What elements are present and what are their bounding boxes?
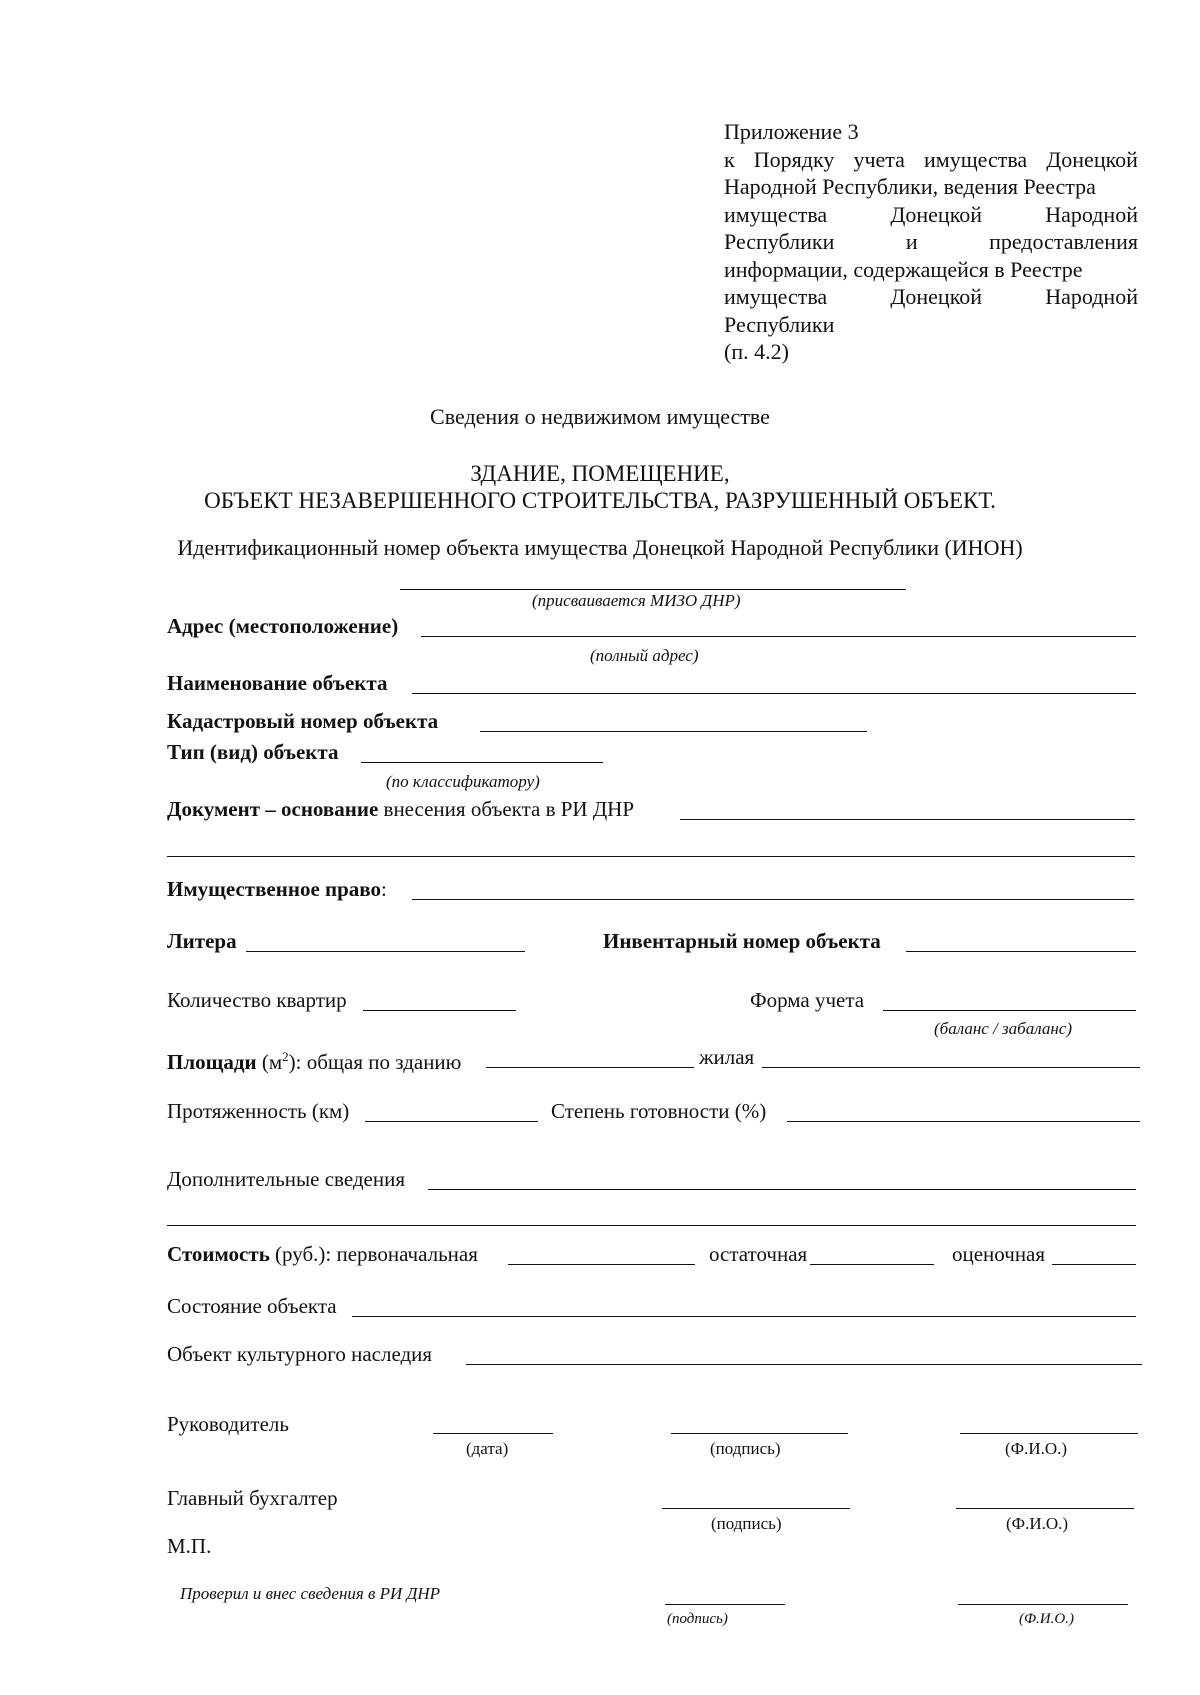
annex-word: имущества [924,146,1028,172]
stamp-label: М.П. [167,1534,212,1558]
annex-block [724,118,1138,366]
annex-word: имущества [724,201,828,227]
name-label: Наименование объекта [167,671,388,695]
property-right-colon: : [381,877,387,901]
checked-label: Проверил и внес сведения в РИ ДНР [180,1584,441,1603]
checked-fio-hint: (Ф.И.О.) [1019,1611,1074,1627]
type-field[interactable] [361,762,603,763]
appraised-cost-label: оценочная [952,1242,1046,1266]
annex-word: предоставления [989,229,1138,254]
heritage-field[interactable] [466,1364,1142,1365]
annex-word: имущества [724,284,828,309]
annex-word: Республики [724,229,835,254]
cadastral-field[interactable] [480,731,867,732]
annex-line: Республики [724,311,835,337]
inventory-label: Инвентарный номер объекта [603,929,881,953]
apartments-label: Количество квартир [167,988,347,1012]
head-date-field[interactable] [433,1433,553,1434]
doc-basis-label-rest: внесения объекта в РИ ДНР [383,797,635,821]
area-unit: (м [261,1050,283,1074]
apartments-field[interactable] [363,1010,516,1011]
property-right-field[interactable] [412,899,1134,900]
checked-signature-hint: (подпись) [667,1611,728,1627]
type-hint: (по классификатору) [386,772,540,791]
annex-word: и [905,229,918,254]
cost-label-rest: (руб.): первоначальная [275,1242,478,1266]
fio-hint: (Ф.И.О.) [1005,1439,1068,1458]
annex-word: Донецкой [890,284,983,309]
accounting-label: Форма учета [750,988,865,1012]
annex-word: учета [853,146,905,172]
living-area-field[interactable] [762,1067,1140,1068]
subtitle: Сведения о недвижимом имуществе [430,404,770,429]
annex-line: Приложение 3 [724,119,859,144]
head-label: Руководитель [167,1412,289,1436]
litera-label: Литера [167,929,237,953]
inon-hint: (присваивается МИЗО ДНР) [532,591,741,610]
length-label: Протяженность (км) [167,1099,350,1123]
total-area-field[interactable] [486,1067,694,1068]
annex-line [724,283,1138,311]
head-fio-field[interactable] [960,1433,1138,1434]
inon-label: Идентификационный номер объекта имущества Донецкой Народной Республики (ИНОН) [177,535,1023,560]
additional-label: Дополнительные сведения [167,1167,406,1191]
signature-hint: (подпись) [711,1514,782,1533]
cost-label-bold: Стоимость [167,1242,270,1266]
litera-field[interactable] [246,951,525,952]
annex-word: к [724,146,735,172]
head-signature-field[interactable] [671,1433,848,1434]
annex-line [724,146,1138,174]
accounting-field[interactable] [883,1010,1136,1011]
annex-line [724,228,1138,256]
checked-signature-field[interactable] [665,1604,785,1605]
cadastral-label: Кадастровый номер объекта [167,709,439,733]
date-hint: (дата) [466,1439,509,1458]
annex-word: Донецкой [1046,146,1138,172]
address-hint: (полный адрес) [590,646,699,665]
property-right-label-bold: Имущественное право [167,877,381,901]
length-field[interactable] [365,1121,538,1122]
additional-field[interactable] [428,1189,1136,1190]
readiness-field[interactable] [787,1121,1140,1122]
checked-fio-field[interactable] [958,1604,1128,1605]
accountant-fio-field[interactable] [956,1508,1134,1509]
annex-line: Народной Республики, ведения Реестра [724,174,1096,199]
annex-word: Порядку [753,146,835,172]
inon-field[interactable] [400,589,906,590]
condition-field[interactable] [352,1316,1136,1317]
fio-hint: (Ф.И.О.) [1006,1514,1069,1533]
accountant-label: Главный бухгалтер [167,1486,338,1510]
annex-line: (п. 4.2) [724,339,789,364]
property-right-label [167,877,387,901]
title-line-2: ОБЪЕКТ НЕЗАВЕРШЕННОГО СТРОИТЕЛЬСТВА, РАЗРУШЕННЫЙ ОБЪЕКТ. [204,488,996,513]
condition-label: Состояние объекта [167,1294,337,1318]
cost-label [167,1242,478,1266]
living-area-label: жилая [699,1045,755,1069]
address-field[interactable] [421,636,1136,637]
annex-word: Донецкой [890,201,983,227]
residual-cost-field[interactable] [810,1264,934,1265]
annex-line [724,201,1138,229]
area-unit-sup: 2 [282,1049,289,1064]
title-line-1: ЗДАНИЕ, ПОМЕЩЕНИЕ, [470,461,730,486]
inventory-field[interactable] [906,951,1136,952]
annex-word: Народной [1045,284,1138,309]
address-label: Адрес (местоположение) [167,614,399,638]
annex-line: информации, содержащейся в Реестре [724,256,1083,282]
appraised-cost-field[interactable] [1052,1264,1136,1265]
type-label: Тип (вид) объекта [167,740,339,764]
doc-basis-field[interactable] [680,819,1135,820]
additional-field-line-2[interactable] [167,1225,1136,1226]
name-field[interactable] [412,693,1136,694]
area-label-rest: ): общая по зданию [288,1050,462,1074]
initial-cost-field[interactable] [508,1264,695,1265]
area-label [167,1045,461,1074]
annex-word: Народной [1045,201,1138,227]
accountant-signature-field[interactable] [662,1508,850,1509]
heritage-label: Объект культурного наследия [167,1342,433,1366]
doc-basis-field-line-2[interactable] [167,856,1135,857]
doc-basis-label-bold: Документ – основание [167,797,379,821]
residual-cost-label: остаточная [709,1242,808,1266]
signature-hint: (подпись) [710,1439,781,1458]
doc-basis-label [167,797,634,821]
accounting-hint: (баланс / забаланс) [934,1019,1072,1038]
area-label-bold: Площади [167,1050,257,1074]
readiness-label: Степень готовности (%) [551,1099,767,1123]
